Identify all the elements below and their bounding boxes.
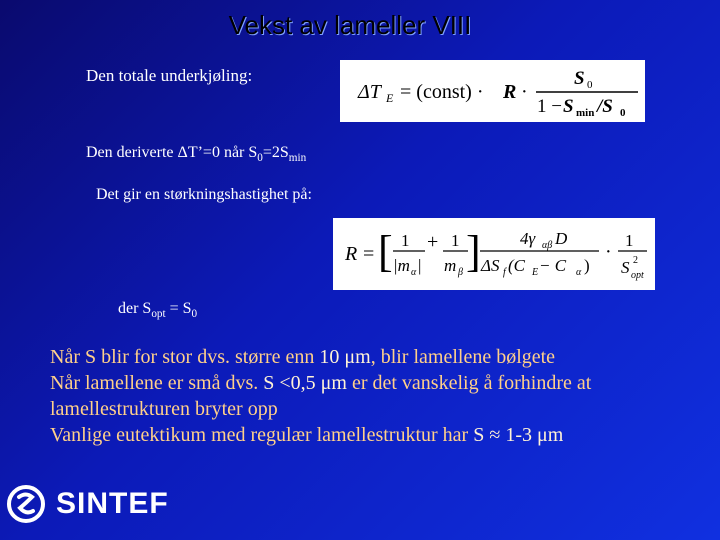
derivative-mid: =2S xyxy=(262,144,289,161)
conclusion-list xyxy=(50,344,710,448)
formula1-eq: = (const) · xyxy=(400,81,484,103)
subscript-0: 0 xyxy=(191,308,198,321)
formula1-den-prefix: 1 − xyxy=(537,96,562,117)
formula2-ma-end: | xyxy=(418,256,422,275)
formula1-den-sub2: 0 xyxy=(620,107,626,119)
formula2-den-rest: (C xyxy=(508,256,525,275)
formula2-eq: = xyxy=(363,243,375,265)
formula2-opt-sub: opt xyxy=(631,270,644,281)
formula1-den-slash: /S xyxy=(597,96,613,117)
undercooling-formula xyxy=(340,60,645,122)
formula2-one-a: 1 xyxy=(401,231,410,250)
conclusion-4-text: Vanlige eutektikum med regulær lamellestruktur har xyxy=(50,424,474,446)
conclusion-1-end: , blir lamellene bølgete xyxy=(370,346,556,368)
conclusion-2-text: Når lamellene er små dvs. xyxy=(50,372,264,394)
formula2-right-bracket: ] xyxy=(466,227,481,276)
formula2-opt-sup: 2 xyxy=(633,255,638,266)
formula2-mb-sub: β xyxy=(458,267,463,278)
formula2-ma: |m xyxy=(393,256,410,275)
formula2-one-b: 1 xyxy=(451,231,460,250)
formula2-num: 4γ xyxy=(520,229,536,248)
formula2-plus: + xyxy=(427,231,439,253)
formula1-lhs: ΔT xyxy=(358,81,381,103)
sintef-logo-icon xyxy=(6,484,46,524)
subscript-0: 0 xyxy=(257,152,263,165)
optimum-spacing-note xyxy=(118,300,197,320)
formula2-dot: · xyxy=(605,241,612,263)
formula1-dot: · xyxy=(521,81,528,103)
sintef-logo xyxy=(6,484,169,524)
formula2-den-sub3: α xyxy=(576,267,582,278)
formula1-num: S xyxy=(574,68,585,89)
derivative-condition xyxy=(86,144,306,164)
formula2-num-end: D xyxy=(555,229,568,248)
growth-rate-label: Det gir en størkningshastighet på: xyxy=(96,186,312,203)
conclusion-4-value: S ≈ 1-3 μm xyxy=(473,424,564,446)
formula2-opt-s: S xyxy=(621,258,630,277)
formula2-num-sub: αβ xyxy=(542,240,553,251)
formula2-den-delta: ΔS xyxy=(481,256,500,275)
formula2-den-sub2: E xyxy=(532,267,539,278)
growth-rate-formula-graphic xyxy=(333,218,655,290)
opt-mid: = S xyxy=(165,300,192,317)
conclusion-line-1 xyxy=(50,344,710,370)
undercooling-formula-graphic xyxy=(340,60,645,122)
growth-rate-formula xyxy=(333,218,655,290)
conclusion-1-value: 10 μm xyxy=(319,346,371,368)
sintef-logo-text: SINTEF xyxy=(56,487,169,520)
subscript-opt: opt xyxy=(151,308,166,321)
formula2-den-sub: f xyxy=(503,267,506,278)
formula2-ma-sub: α xyxy=(411,267,417,278)
conclusion-line-2 xyxy=(50,370,710,396)
derivative-t-part: T’=0 når S xyxy=(187,144,258,161)
total-undercooling-label: Den totale underkjøling: xyxy=(86,66,253,85)
formula2-mb: m xyxy=(444,256,457,275)
formula2-den-close: ) xyxy=(584,256,590,275)
formula1-den-sub: min xyxy=(576,107,595,119)
conclusion-2-value: S <0,5 μm xyxy=(263,372,347,394)
formula1-lhs-sub: E xyxy=(386,91,394,105)
subscript-min: min xyxy=(288,152,307,165)
delta-symbol: Δ xyxy=(177,144,188,161)
formula2-left-bracket: [ xyxy=(378,227,393,276)
slide-title: Vekst av lameller VIII xyxy=(228,10,472,40)
formula2-one-c: 1 xyxy=(625,231,634,250)
formula1-den-s: S xyxy=(563,96,574,117)
formula1-num-sub: 0 xyxy=(587,79,593,91)
formula1-R: R xyxy=(503,81,517,103)
formula2-lhs: R xyxy=(345,243,358,265)
conclusion-line-4 xyxy=(50,422,710,448)
conclusion-1-text: Når S blir for stor dvs. større enn xyxy=(50,346,320,368)
conclusion-2-end: er det vanskelig å forhindre at xyxy=(346,372,592,394)
opt-prefix: der S xyxy=(118,300,152,317)
conclusion-line-3: lamellestrukturen bryter opp xyxy=(50,398,278,420)
derivative-prefix: Den deriverte xyxy=(86,144,178,161)
formula2-den-rest2: − C xyxy=(539,256,567,275)
